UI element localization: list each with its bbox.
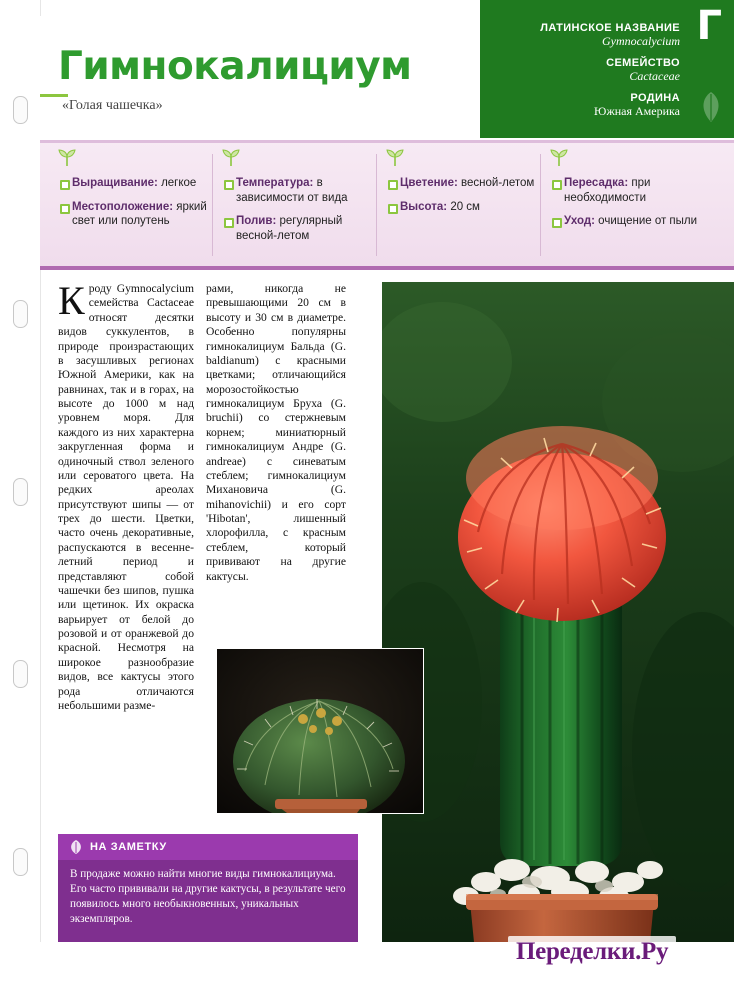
sprout-icon: [384, 146, 406, 168]
section-letter: Г: [696, 3, 722, 49]
punch-hole: [13, 300, 28, 328]
sprout-icon: [220, 146, 242, 168]
punch-hole: [13, 478, 28, 506]
family-value: Cactaceae: [629, 69, 680, 83]
origin-label: РОДИНА: [630, 92, 680, 104]
origin-value: Южная Америка: [593, 104, 680, 118]
body-text-2: рами, никогда не превышающими 20 см в высоту и 30 см в диаметре. Особенно популярны гимнокалициум Бальда (G. baldianum) с красными цветками; отличающийся морозостойкостью гимнокалициум Бруха (G. bruchii) со стержневым корнем; миниатюрный гимнокалициум Андре (G. andreae) с синеватым стеблем; гимнокалициум Михановича (G. mihanovichii) и его сорт 'Hibotan', лишенный хлорофилла, с красным стеблем, который прививают на другие кактусы.: [206, 282, 346, 583]
fact-value: легкое: [157, 177, 197, 189]
fact-item: [224, 214, 376, 243]
sprout-icon: [56, 146, 78, 168]
facts-column-3: [388, 176, 540, 223]
fact-value: в зависимости от вида: [236, 177, 348, 204]
left-margin: [0, 0, 41, 988]
title-rule: [40, 94, 68, 97]
watermark: Переделки.Ру: [508, 936, 676, 970]
fact-label: Полив:: [236, 215, 277, 228]
facts-divider: [540, 154, 541, 256]
facts-divider: [376, 154, 377, 256]
body-column-2: [206, 282, 346, 584]
punch-hole: [13, 660, 28, 688]
fact-value: 20 см: [447, 200, 480, 213]
fact-item: [60, 176, 212, 191]
fact-item: [60, 200, 212, 229]
note-heading: НА ЗАМЕТКУ: [90, 841, 167, 853]
punch-hole: [13, 96, 28, 124]
body-column-1: [58, 278, 194, 713]
fact-item: [224, 176, 376, 205]
leaf-icon: [68, 839, 84, 855]
latin-name-value: Gymnocalycium: [602, 34, 680, 48]
taxonomy-block: [480, 0, 734, 138]
facts-top-rule: [40, 140, 734, 143]
fact-label: Температура:: [236, 177, 314, 189]
facts-bottom-rule: [40, 266, 734, 270]
main-photo-graphic: [382, 282, 734, 942]
sprout-icon: [548, 146, 570, 168]
main-photo-cactus: [382, 282, 734, 942]
fact-item: [388, 176, 540, 191]
facts-column-4: [552, 176, 704, 238]
fact-value: регулярный весной-летом: [236, 215, 343, 243]
page-subtitle: «Голая чашечка»: [62, 98, 163, 113]
punch-hole: [13, 848, 28, 876]
facts-divider: [212, 154, 213, 256]
facts-column-2: [224, 176, 376, 253]
leaf-icon: [698, 90, 724, 124]
fact-label: Уход:: [564, 215, 595, 228]
fact-item: [552, 214, 704, 229]
note-text: В продаже можно найти многие виды гимнокалициума. Его часто прививали на другие кактусы, в результате чего появилось много необыкновенных, уникальных экземпляров.: [70, 868, 346, 926]
latin-name-label: ЛАТИНСКОЕ НАЗВАНИЕ: [540, 22, 680, 34]
page-title: Гимнокалициум: [58, 44, 412, 89]
fact-label: Выращивание:: [72, 177, 158, 189]
fact-value: яркий свет или полутень: [72, 200, 207, 228]
fact-item: [552, 176, 704, 205]
fact-label: Местоположение:: [72, 200, 174, 213]
fact-value: при необходимости: [564, 177, 651, 204]
drop-cap: К: [58, 278, 85, 323]
note-box: [58, 834, 358, 942]
inset-photo-graphic: [217, 649, 423, 813]
facts-column-1: [60, 176, 212, 238]
fact-value: очищение от пыли: [594, 215, 698, 228]
fact-label: Цветение:: [400, 177, 458, 189]
quick-facts-bar: [40, 138, 734, 270]
inset-photo-cactus: [216, 648, 424, 814]
fact-label: Пересадка:: [564, 177, 629, 189]
family-label: СЕМЕЙСТВО: [606, 57, 680, 69]
fact-label: Высота:: [400, 200, 448, 213]
fact-item: [388, 200, 540, 215]
fact-value: весной-летом: [457, 177, 535, 189]
body-text-1: роду Gymnocalycium семейства Cactaceae относят десятки видов суккулентов, в природе произрастающих в засушливых регионах Южной Америки, как на равнинах, так и в горах, на высоте до 1000 м над уровнем моря. Для каждого из них характерна закругленная форма и одиночный ствол зеленого или сероватого цвета. На редких ареолах присутствуют шипы — от трех до шести. Цветки, часто очень декоративные, распускаются в весенне-летний период и представляют собой чашечки без шипов, пушка или щетинок. Их окраска варьирует от белой до розовой и от оранжевой до красной. Несмотря на широкое разнообразие видов, все кактусы этого рода отличаются небольшими разме-: [58, 282, 194, 712]
